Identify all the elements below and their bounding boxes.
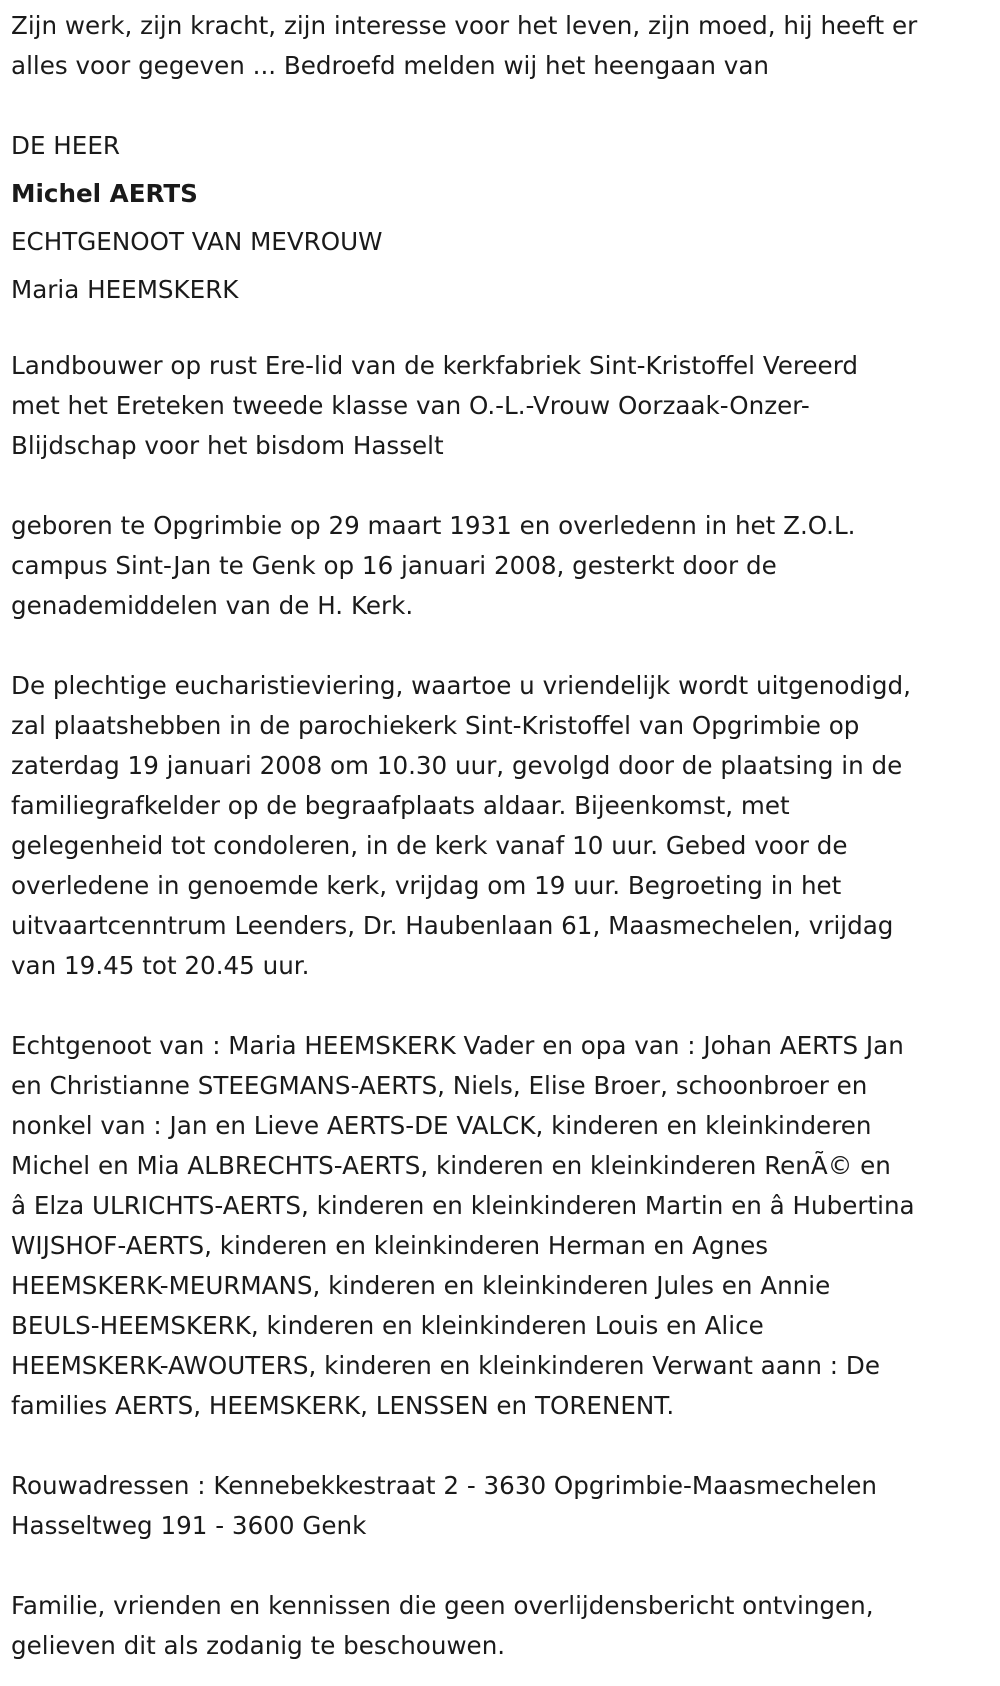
birth-death-line: geboren te Opgrimbie op 29 maart 1931 en overledenn in het Z.O.L. [11, 511, 856, 540]
address-line: Rouwadressen : Kennebekkestraat 2 - 3630 Opgrimbie-Maasmechelen [11, 1471, 877, 1500]
closing-line: gelieven dit als zodanig te beschouwen. [11, 1631, 506, 1660]
occupation-line: Landbouwer op rust Ere-lid van de kerkfabriek Sint-Kristoffel Vereerd [11, 351, 858, 380]
ceremony-line: familiegrafkelder op de begraafplaats aldaar. Bijeenkomst, met [11, 791, 790, 820]
family-line: families AERTS, HEEMSKERK, LENSSEN en TORENENT. [11, 1391, 675, 1420]
ceremony-line: gelegenheid tot condoleren, in de kerk vanaf 10 uur. Gebed voor de [11, 831, 848, 860]
family-line: HEEMSKERK-MEURMANS, kinderen en kleinkinderen Jules en Annie [11, 1271, 831, 1300]
occupation-line: met het Ereteken tweede klasse van O.-L.-Vrouw Oorzaak-Onzer- [11, 391, 810, 420]
address-line: Hasseltweg 191 - 3600 Genk [11, 1511, 367, 1540]
birth-death-line: genademiddelen van de H. Kerk. [11, 591, 414, 620]
ceremony-line: De plechtige eucharistieviering, waartoe u vriendelijk wordt uitgenodigd, [11, 671, 911, 700]
family-line: nonkel van : Jan en Lieve AERTS-DE VALCK, kinderen en kleinkinderen [11, 1111, 872, 1140]
spouse-label: ECHTGENOOT VAN MEVROUW [11, 227, 383, 256]
family-line: â Elza ULRICHTS-AERTS, kinderen en kleinkinderen Martin en â Hubertina [11, 1191, 915, 1220]
family-line: HEEMSKERK-AWOUTERS, kinderen en kleinkinderen Verwant aann : De [11, 1351, 880, 1380]
ceremony-line: van 19.45 tot 20.45 uur. [11, 951, 310, 980]
family-paragraph [11, 1026, 990, 1426]
addresses-paragraph [11, 1466, 990, 1546]
family-line: Michel en Mia ALBRECHTS-AERTS, kinderen en kleinkinderen RenÃ© en [11, 1151, 891, 1180]
intro-line: Zijn werk, zijn kracht, zijn interesse voor het leven, zijn moed, hij heeft er [11, 11, 918, 40]
occupation-paragraph [11, 346, 990, 466]
birth-death-paragraph [11, 506, 990, 626]
family-line: en Christianne STEEGMANS-AERTS, Niels, Elise Broer, schoonbroer en [11, 1071, 868, 1100]
ceremony-line: uitvaartcenntrum Leenders, Dr. Haubenlaan 61, Maasmechelen, vrijdag [11, 911, 894, 940]
intro-paragraph [11, 6, 990, 86]
ceremony-line: zal plaatshebben in de parochiekerk Sint-Kristoffel van Opgrimbie op [11, 711, 860, 740]
family-line: BEULS-HEEMSKERK, kinderen en kleinkinderen Louis en Alice [11, 1311, 764, 1340]
honorific-title: DE HEER [11, 131, 120, 160]
closing-line: Familie, vrienden en kennissen die geen overlijdensbericht ontvingen, [11, 1591, 874, 1620]
deceased-name: Michel AERTS [11, 179, 198, 208]
deceased-header [11, 126, 990, 310]
intro-line: alles voor gegeven ... Bedroefd melden wij het heengaan van [11, 51, 770, 80]
family-line: Echtgenoot van : Maria HEEMSKERK Vader en opa van : Johan AERTS Jan [11, 1031, 904, 1060]
closing-paragraph [11, 1586, 990, 1666]
family-line: WIJSHOF-AERTS, kinderen en kleinkinderen Herman en Agnes [11, 1231, 769, 1260]
birth-death-line: campus Sint-Jan te Genk op 16 januari 2008, gesterkt door de [11, 551, 777, 580]
ceremony-line: zaterdag 19 januari 2008 om 10.30 uur, gevolgd door de plaatsing in de [11, 751, 903, 780]
ceremony-line: overledene in genoemde kerk, vrijdag om 19 uur. Begroeting in het [11, 871, 842, 900]
ceremony-paragraph [11, 666, 990, 986]
occupation-line: Blijdschap voor het bisdom Hasselt [11, 431, 444, 460]
spouse-name: Maria HEEMSKERK [11, 275, 239, 304]
